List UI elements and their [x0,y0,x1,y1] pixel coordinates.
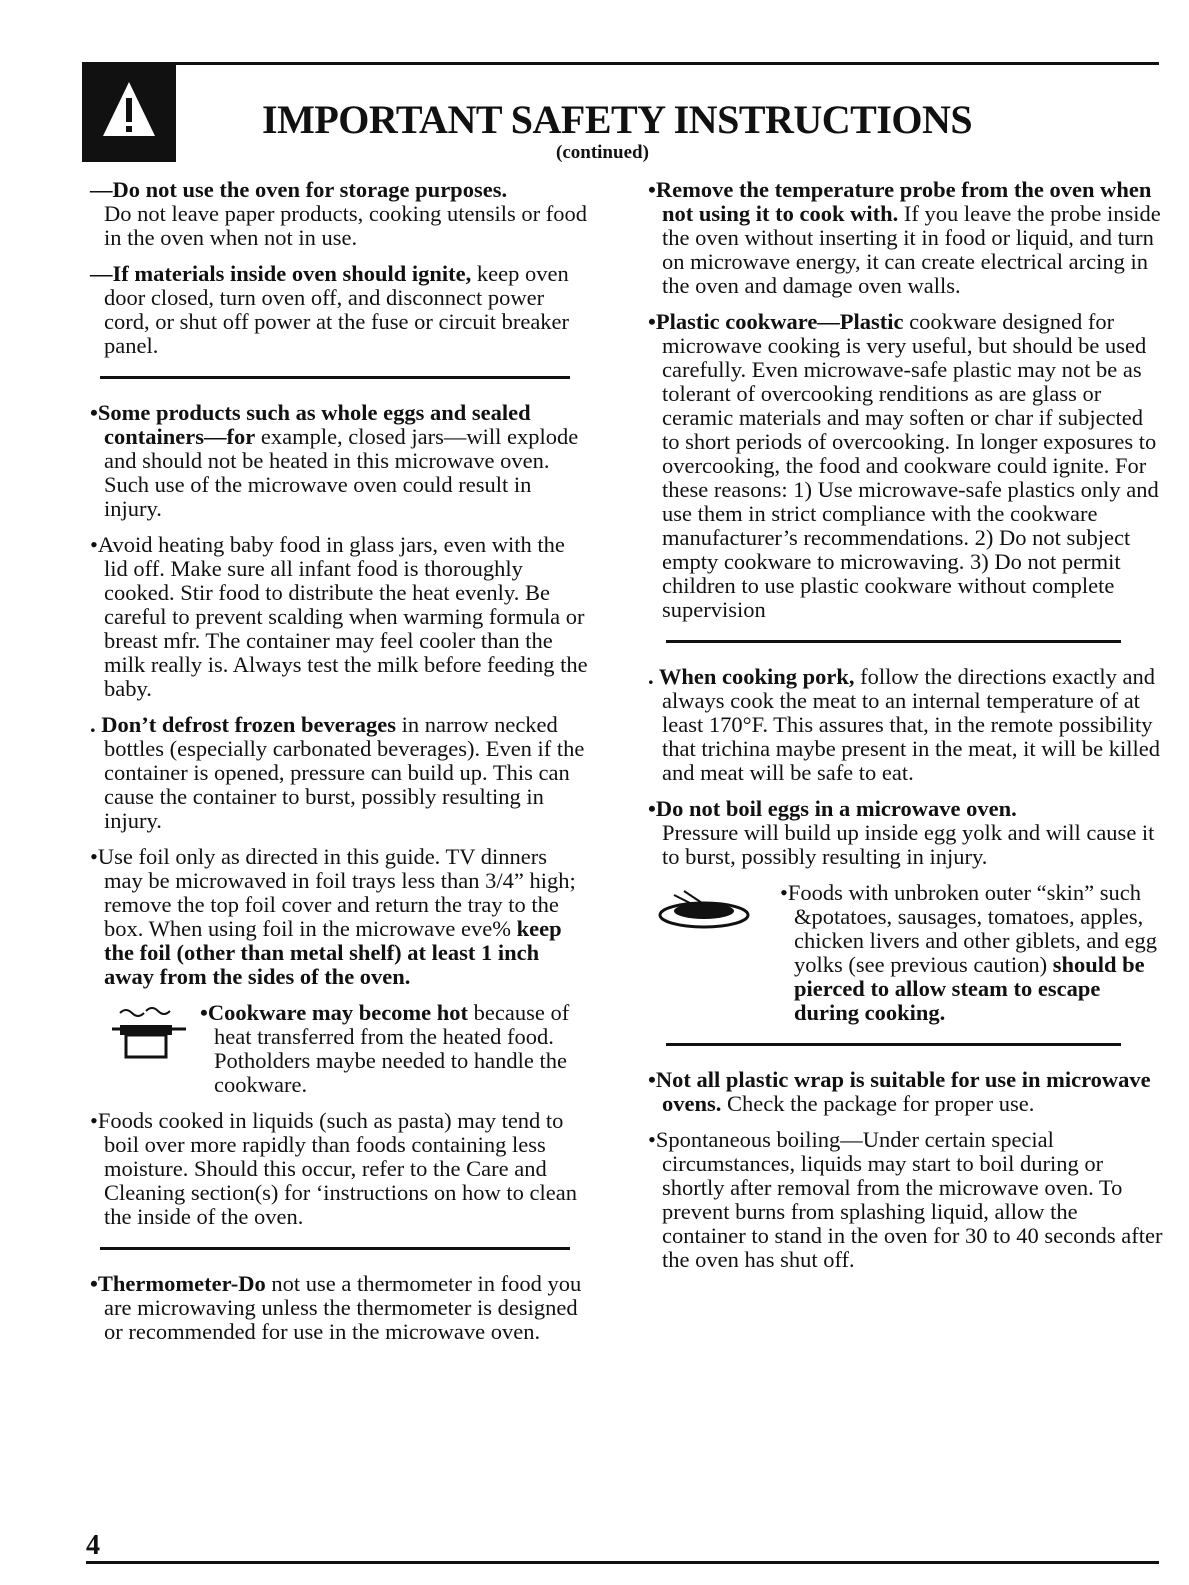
section-divider [666,640,1121,643]
pork-warning: . When cooking pork, follow the directions exactly and always cook the meat to an internal temperature of at least 170°F. This assures that, in the remote possibility that trichina maybe present in the meat, it will be killed and meat will be safe to eat. [648,664,1160,785]
temperature-probe-warning: •Remove the temperature probe from the oven when not using it to cook with. If you leave the probe inside the oven without inserting it in food or liquid, and turn on microwave energy, it can create electrical arcing in the oven and damage oven walls. [648,177,1161,298]
section-divider [100,376,570,379]
bottom-rule [86,1561,1159,1564]
thermometer-warning: •Thermometer-Do not use a thermometer in food you are microwaving unless the thermometer is designed or recommended for use in the microwave oven. [90,1271,582,1344]
warning-icon [82,64,176,162]
right-column [648,178,1163,1284]
cookware-hot-block [90,1001,590,1097]
section-divider [100,1247,570,1250]
sealed-containers-warning: •Some products such as whole eggs and sealed containers—for example, closed jars—will explode and should not be heated in this microwave oven. Such use of the microwave oven could result in injury. [90,400,579,521]
eggs-warning: •Do not boil eggs in a microwave oven. Pressure will build up inside egg yolk and will cause it to burst, possibly resulting in injury. [648,796,1155,869]
spontaneous-boiling-warning: •Spontaneous boiling—Under certain special circumstances, liquids may start to boil during or shortly after removal from the microwave oven. To prevent burns from splashing liquid, allow the container to stand in the oven for 30 to 40 seconds after the oven has shut off. [648,1127,1163,1272]
storage-warning: —Do not use the oven for storage purposes. Do not leave paper products, cooking utensils or food in the oven when not in use. [90,177,588,250]
left-column [90,178,590,1356]
cookware-hot-warning: •Cookware may become hot because of heat transferred from the heated food. Potholders maybe needed to handle the cookware. [200,1000,570,1097]
unbroken-skin-warning: •Foods with unbroken outer “skin” such &potatoes, sausages, tomatoes, apples, chicken livers and other giblets, and egg yolks (see previous caution) should be pierced to allow steam to escape during cooking. [780,880,1158,1025]
section-divider [666,1043,1121,1046]
hot-pot-icon [110,1007,190,1068]
baby-food-warning: •Avoid heating baby food in glass jars, even with the lid off. Make sure all infant food is thoroughly cooked. Stir food to distribute the heat evenly. Be careful to prevent scalding when warming formula or breast mfr. The container may feel cooler than the milk really is. Always test the milk before feeding the baby. [90,532,588,701]
foil-warning: •Use foil only as directed in this guide. TV dinners may be microwaved in foil trays less than 3/4” high; remove the top foil cover and return the tray to the box. When using foil in the microwave eve% keep the foil (other than metal shelf) at least 1 inch away from the sides of the oven. [90,844,576,989]
boil-over-warning: •Foods cooked in liquids (such as pasta) may tend to boil over more rapidly than foods containing less moisture. Should this occur, refer to the Care and Cleaning section(s) for ‘instructions on how to clean the inside of the oven. [90,1108,578,1229]
dish-icon [654,885,754,940]
ignite-warning: —If materials inside oven should ignite, keep oven door closed, turn oven off, and disconnect power cord, or shut off power at the fuse or circuit breaker panel. [90,261,570,358]
unbroken-skin-block [648,881,1163,1025]
page-subtitle: (continued) [556,142,649,163]
page-number: 4 [86,1530,100,1561]
frozen-beverages-warning: . Don’t defrost frozen beverages in narrow necked bottles (especially carbonated beverages). Even if the container is opened, pressure can build up. This can cause the container to burst, possibly resulting in injury. [90,712,585,833]
page-title: IMPORTANT SAFETY INSTRUCTIONS [262,97,973,142]
plastic-wrap-warning: •Not all plastic wrap is suitable for use in microwave ovens. Check the package for proper use. [648,1067,1151,1116]
top-rule [82,62,1159,65]
plastic-cookware-warning: •Plastic cookware—Plastic cookware designed for microwave cooking is very useful, but should be used carefully. Even microwave-safe plastic may not be as tolerant of overcooking renditions as are glass or ceramic materials and may soften or char if subjected to short periods of overcooking. In longer exposures to overcooking, the food and cookware could ignite. For these reasons: 1) Use microwave-safe plastics only and use them in strict compliance with the cookware manufacturer’s recommendations. 2) Do not subject empty cookware to microwaving. 3) Do not permit children to use plastic cookware without complete supervision [648,309,1159,622]
